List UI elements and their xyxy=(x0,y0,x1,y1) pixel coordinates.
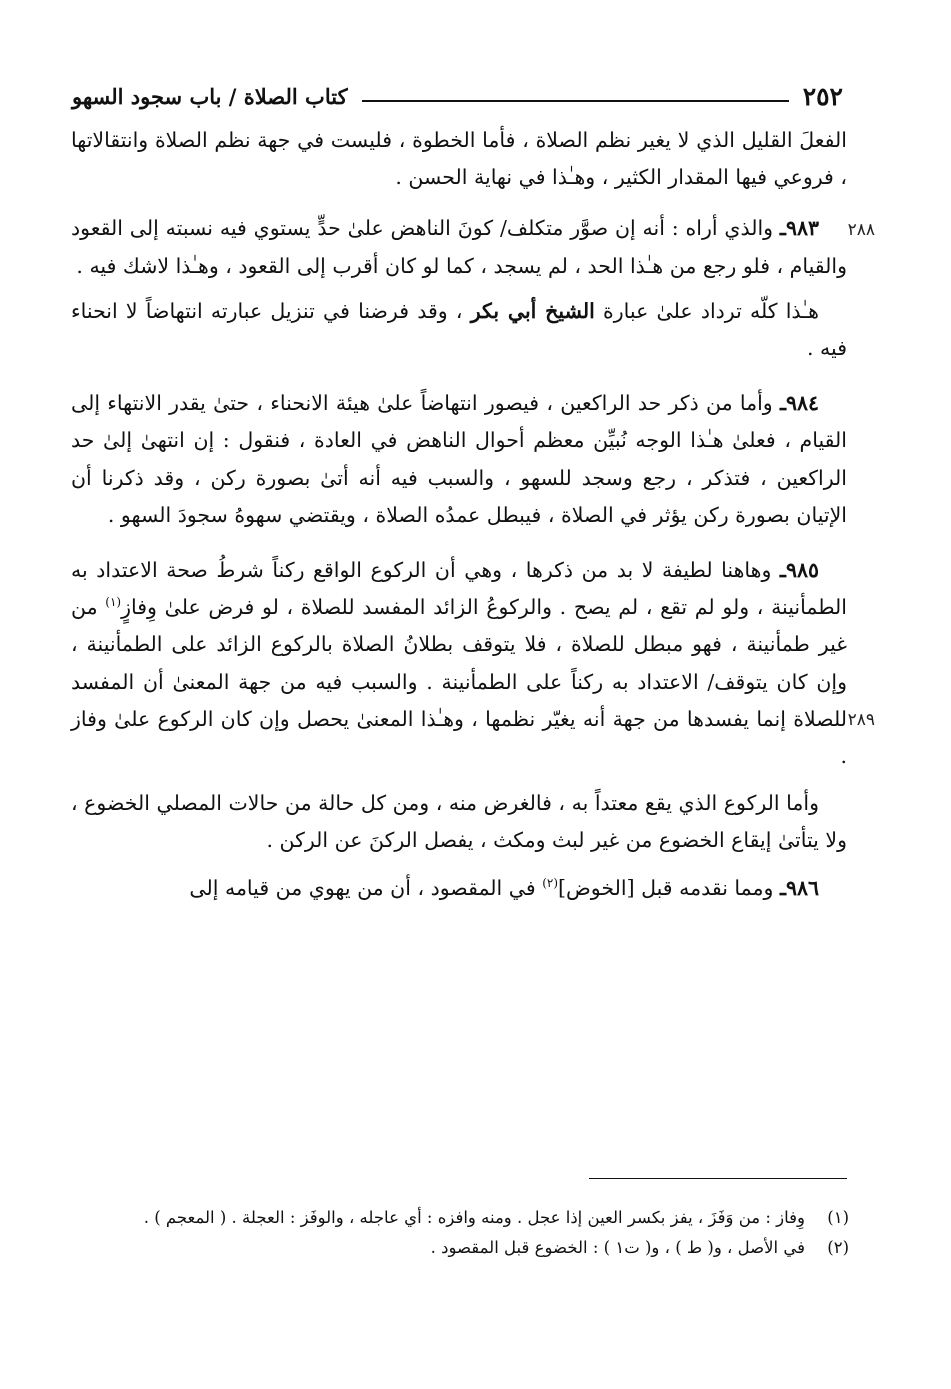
paragraph-number-984: ٩٨٤ـ xyxy=(779,391,819,416)
sheikh-name: الشيخ أبي بكر xyxy=(470,298,595,323)
footnote-separator xyxy=(589,1178,847,1179)
main-text xyxy=(71,122,875,907)
paragraph-khudu: وأما الركوع الذي يقع معتداً به ، فالغرض منه ، ومن كل حالة من حالات المصلي الخضوع ، ولا يتأتىٰ إيقاع الخضوع من غير لبث ومكث ، يفصل الركنَ عن الركن . xyxy=(71,791,847,853)
paragraph-number-986: ٩٨٦ـ xyxy=(779,875,819,900)
footnote-ref-2[interactable]: (٢) xyxy=(542,875,559,890)
footnote-ref-1[interactable]: (١) xyxy=(105,595,122,610)
paragraph-number-983: ٩٨٣ـ xyxy=(779,216,819,241)
paragraph-985: ٢٨٩ ٩٨٥ـ وهاهنا لطيفة لا بد من ذكرها ، وهي أن الركوع الواقع ركناً شرطُ صحة الاعتداد به الطمأنينة ، ولو لم تقع ، لم يصح . والركوعُ الزائد المفسد للصلاة ، لو فرض علىٰ وِفازٍ$^{(١)}$ من غير طمأنينة ، فهو مبطل للصلاة ، فلا يتوقف بطلانُ الصلاة بالركوع الزائد على الطمأنينة ، وإن كان يتوقف/ الاعتداد به ركناً على الطمأنينة . والسبب فيه من جهة المعنىٰ أن المفسد للصلاة إنما يفسدها من جهة أنه يغيّر نظمها ، وهـٰذا المعنىٰ يحصل وإن كان الركوع علىٰ وفاز . xyxy=(71,552,847,775)
footnote-1 xyxy=(69,1204,849,1232)
margin-note-288: ٢٨٨ xyxy=(847,220,875,241)
paragraph-983: ٢٨٨ ٩٨٣ـ والذي أراه : أنه إن صوَّر متكلف/ كونَ الناهض علىٰ حدٍّ يستوي فيه نسبته إلى القعود والقيام ، فلو رجع من هـٰذا الحد ، لم يسجد ، كما لو كان أقرب إلى القعود ، وهـٰذا لاشك فيه . xyxy=(71,210,847,284)
footnote-text: في الأصل ، و( ط ) ، و( ت١ ) : الخضوع قبل المقصود . xyxy=(430,1238,805,1257)
footnote-text: وِفاز : من وَفَزَ ، يفز بكسر العين إذا عجل . ومنه وافزه : أي عاجله ، والوفَز : العجلة . ( المعجم ) . xyxy=(143,1208,805,1227)
page-header xyxy=(72,78,843,114)
page-number: ٢٥٢ xyxy=(802,81,843,111)
footnotes xyxy=(69,1204,849,1262)
running-title: كتاب الصلاة / باب سجود السهو xyxy=(72,83,348,109)
paragraph-note-abu-bakr: هـٰذا كلّه ترداد علىٰ عبارة الشيخ أبي بكر ، وقد فرضنا في تنزيل عبارته انتهاضاً لا انحناء فيه . xyxy=(71,298,847,361)
footnote-mark: (٢) xyxy=(827,1238,849,1257)
footnote-2 xyxy=(69,1234,849,1262)
paragraph-continuation: الفعلَ القليل الذي لا يغير نظم الصلاة ، فأما الخطوة ، فليست في جهة نظم الصلاة وانتقالاتها ، فروعي فيها المقدار الكثير ، وهـٰذا في نهاية الحسن . xyxy=(71,128,847,190)
paragraph-number-985: ٩٨٥ـ xyxy=(779,558,819,583)
footnote-mark: (١) xyxy=(827,1208,849,1227)
header-rule xyxy=(362,100,789,102)
paragraph-986: ٩٨٦ـ ومما نقدمه قبل [الخوض]$^{(٢)}$ في المقصود ، أن من يهوي من قيامه إلى xyxy=(189,875,819,900)
paragraph-984: ٩٨٤ـ وأما من ذكر حد الراكعين ، فيصور انتهاضاً علىٰ هيئة الانحناء ، حتىٰ يقدر الانتهاء إلى القيام ، فعلىٰ هـٰذا الوجه نُبيِّن معظم أحوال الناهض في العادة ، فنقول : إن انتهىٰ إلىٰ حد الراكعين ، فتذكر ، رجع وسجد للسهو ، والسبب فيه أنه أتىٰ بصورة ركن ، وقد ذكرنا أن الإتيان بصورة ركن يؤثر في الصلاة ، فيبطل عمدُه الصلاة ، ويقتضي سهوهُ سجودَ السهو . xyxy=(71,391,847,527)
margin-note-289: ٢٨٩ xyxy=(847,710,875,731)
